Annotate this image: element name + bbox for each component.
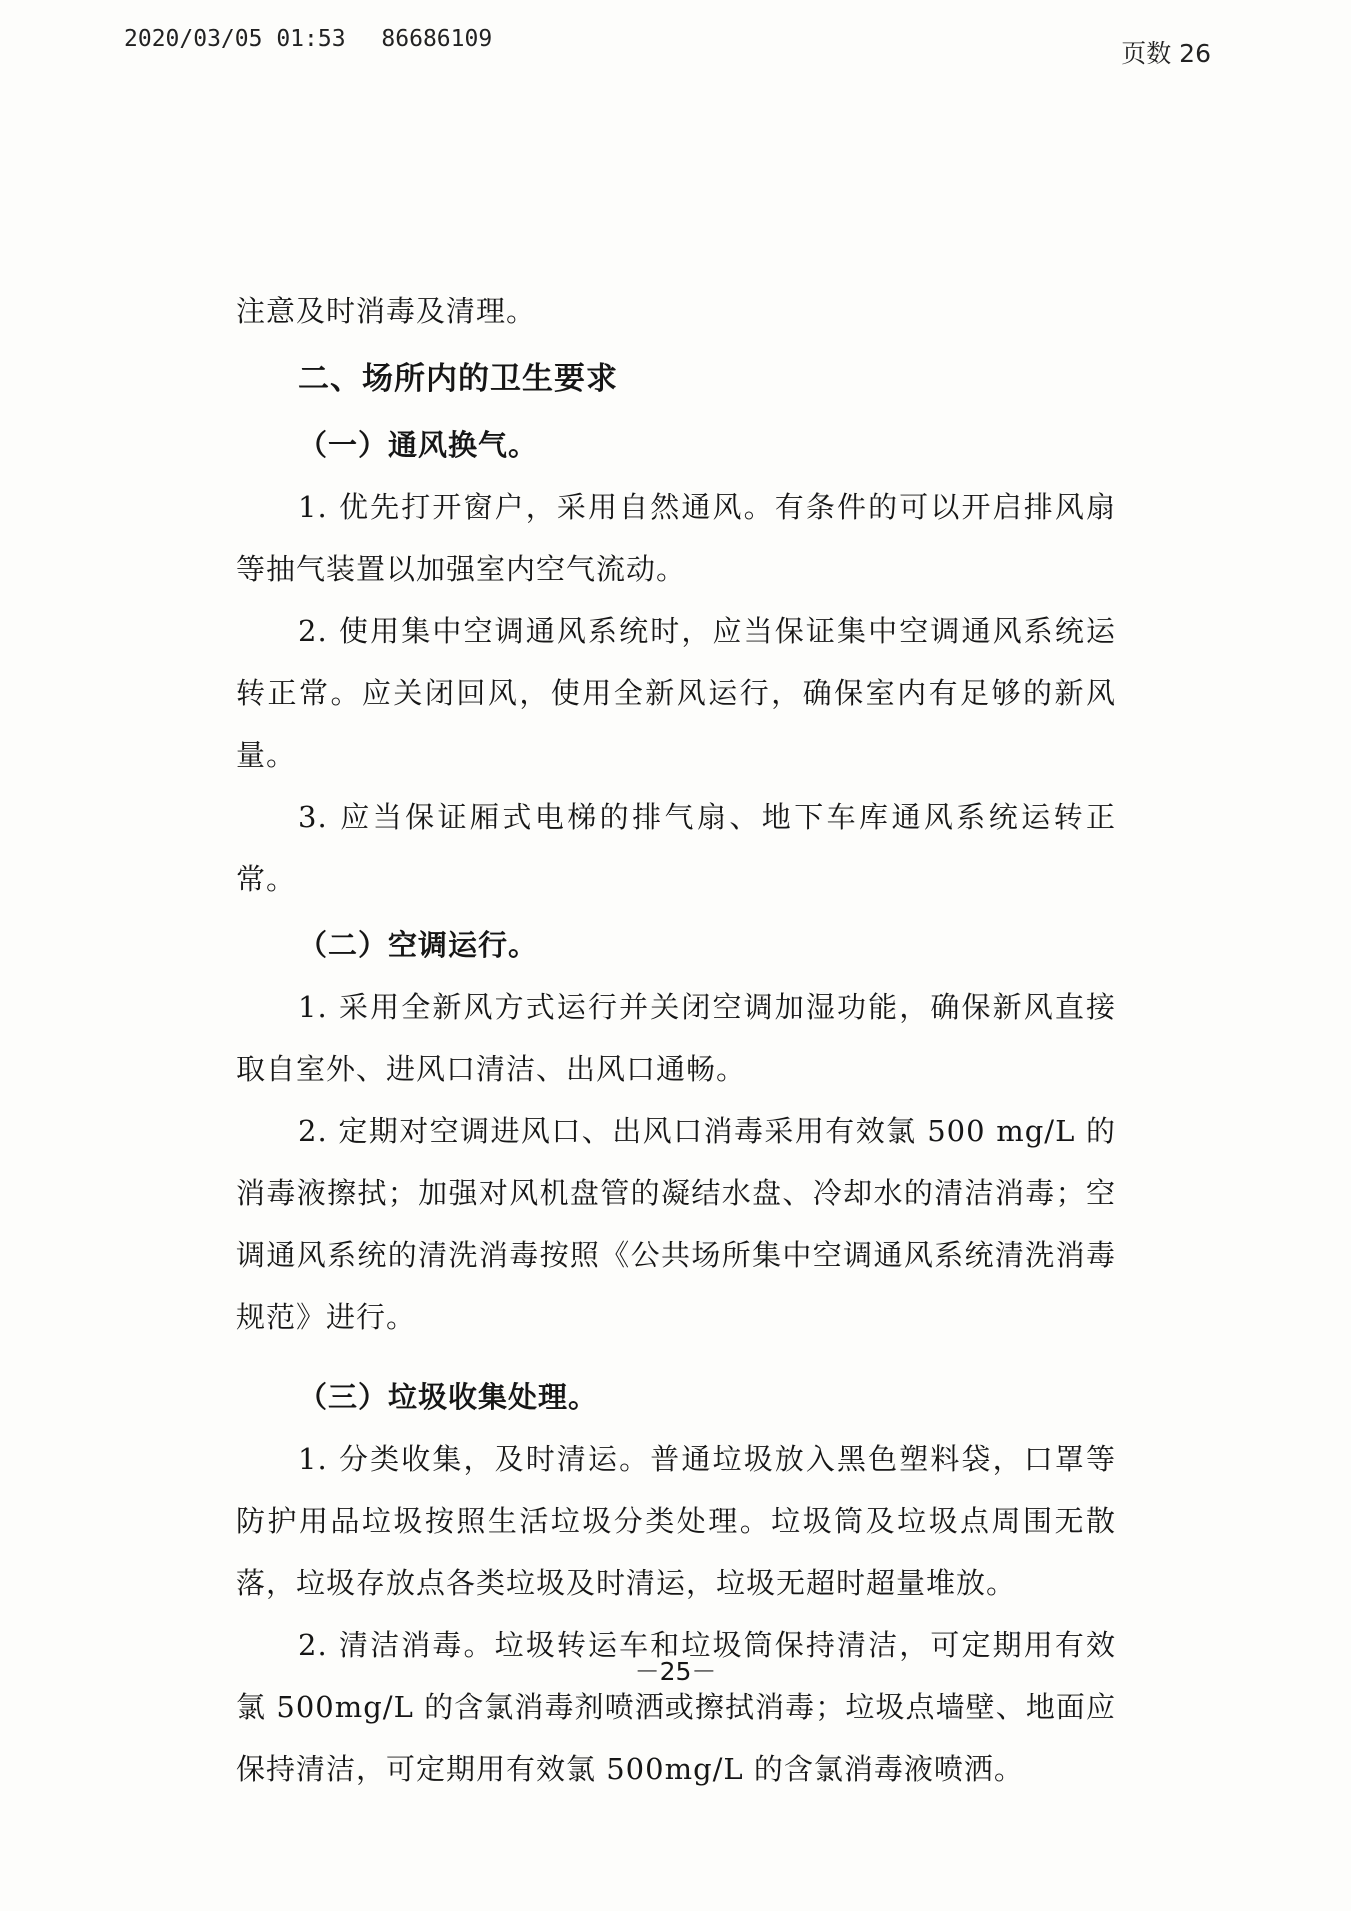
paragraph: 1. 分类收集，及时清运。普通垃圾放入黑色塑料袋，口罩等防护用品垃圾按照生活垃圾分类处理。垃圾筒及垃圾点周围无散落，垃圾存放点各类垃圾及时清运，垃圾无超时超量堆放。 xyxy=(236,1442,1116,1600)
paragraph-continuation: 注意及时消毒及清理。 xyxy=(236,294,537,328)
document-body xyxy=(236,280,1116,1800)
paragraph: 1. 优先打开窗户，采用自然通风。有条件的可以开启排风扇等抽气装置以加强室内空气流动。 xyxy=(236,490,1116,586)
subsection-heading: （三）垃圾收集处理。 xyxy=(298,1380,599,1414)
paragraph: 2. 定期对空调进风口、出风口消毒采用有效氯 500 mg/L 的消毒液擦拭；加强对风机盘管的凝结水盘、冷却水的清洁消毒；空调通风系统的清洗消毒按照《公共场所集中空调通风系统清洗消毒规范》进行。 xyxy=(236,1114,1116,1334)
paragraph: 2. 使用集中空调通风系统时，应当保证集中空调通风系统运转正常。应关闭回风，使用全新风运行，确保室内有足够的新风量。 xyxy=(236,614,1116,772)
paragraph: 2. 清洁消毒。垃圾转运车和垃圾筒保持清洁，可定期用有效氯 500mg/L 的含氯消毒剂喷洒或擦拭消毒；垃圾点墙壁、地面应保持清洁，可定期用有效氯 500mg/L 的含氯消毒液喷洒。 xyxy=(236,1628,1116,1786)
fax-meta xyxy=(124,26,514,52)
subsection-heading: （一）通风换气。 xyxy=(298,428,539,462)
fax-header xyxy=(124,26,1211,66)
section-heading: 二、场所内的卫生要求 xyxy=(298,361,618,397)
fax-datetime: 2020/03/05 01:53 xyxy=(124,26,346,52)
paragraph: 3. 应当保证厢式电梯的排气扇、地下车库通风系统运转正常。 xyxy=(236,800,1116,896)
page-number: －25－ xyxy=(634,1657,717,1686)
fax-page-count: 页数 26 xyxy=(1121,39,1211,68)
subsection-heading: （二）空调运行。 xyxy=(298,928,539,962)
fax-number: 86686109 xyxy=(381,26,493,52)
paragraph: 1. 采用全新风方式运行并关闭空调加湿功能，确保新风直接取自室外、进风口清洁、出风口通畅。 xyxy=(236,990,1116,1086)
